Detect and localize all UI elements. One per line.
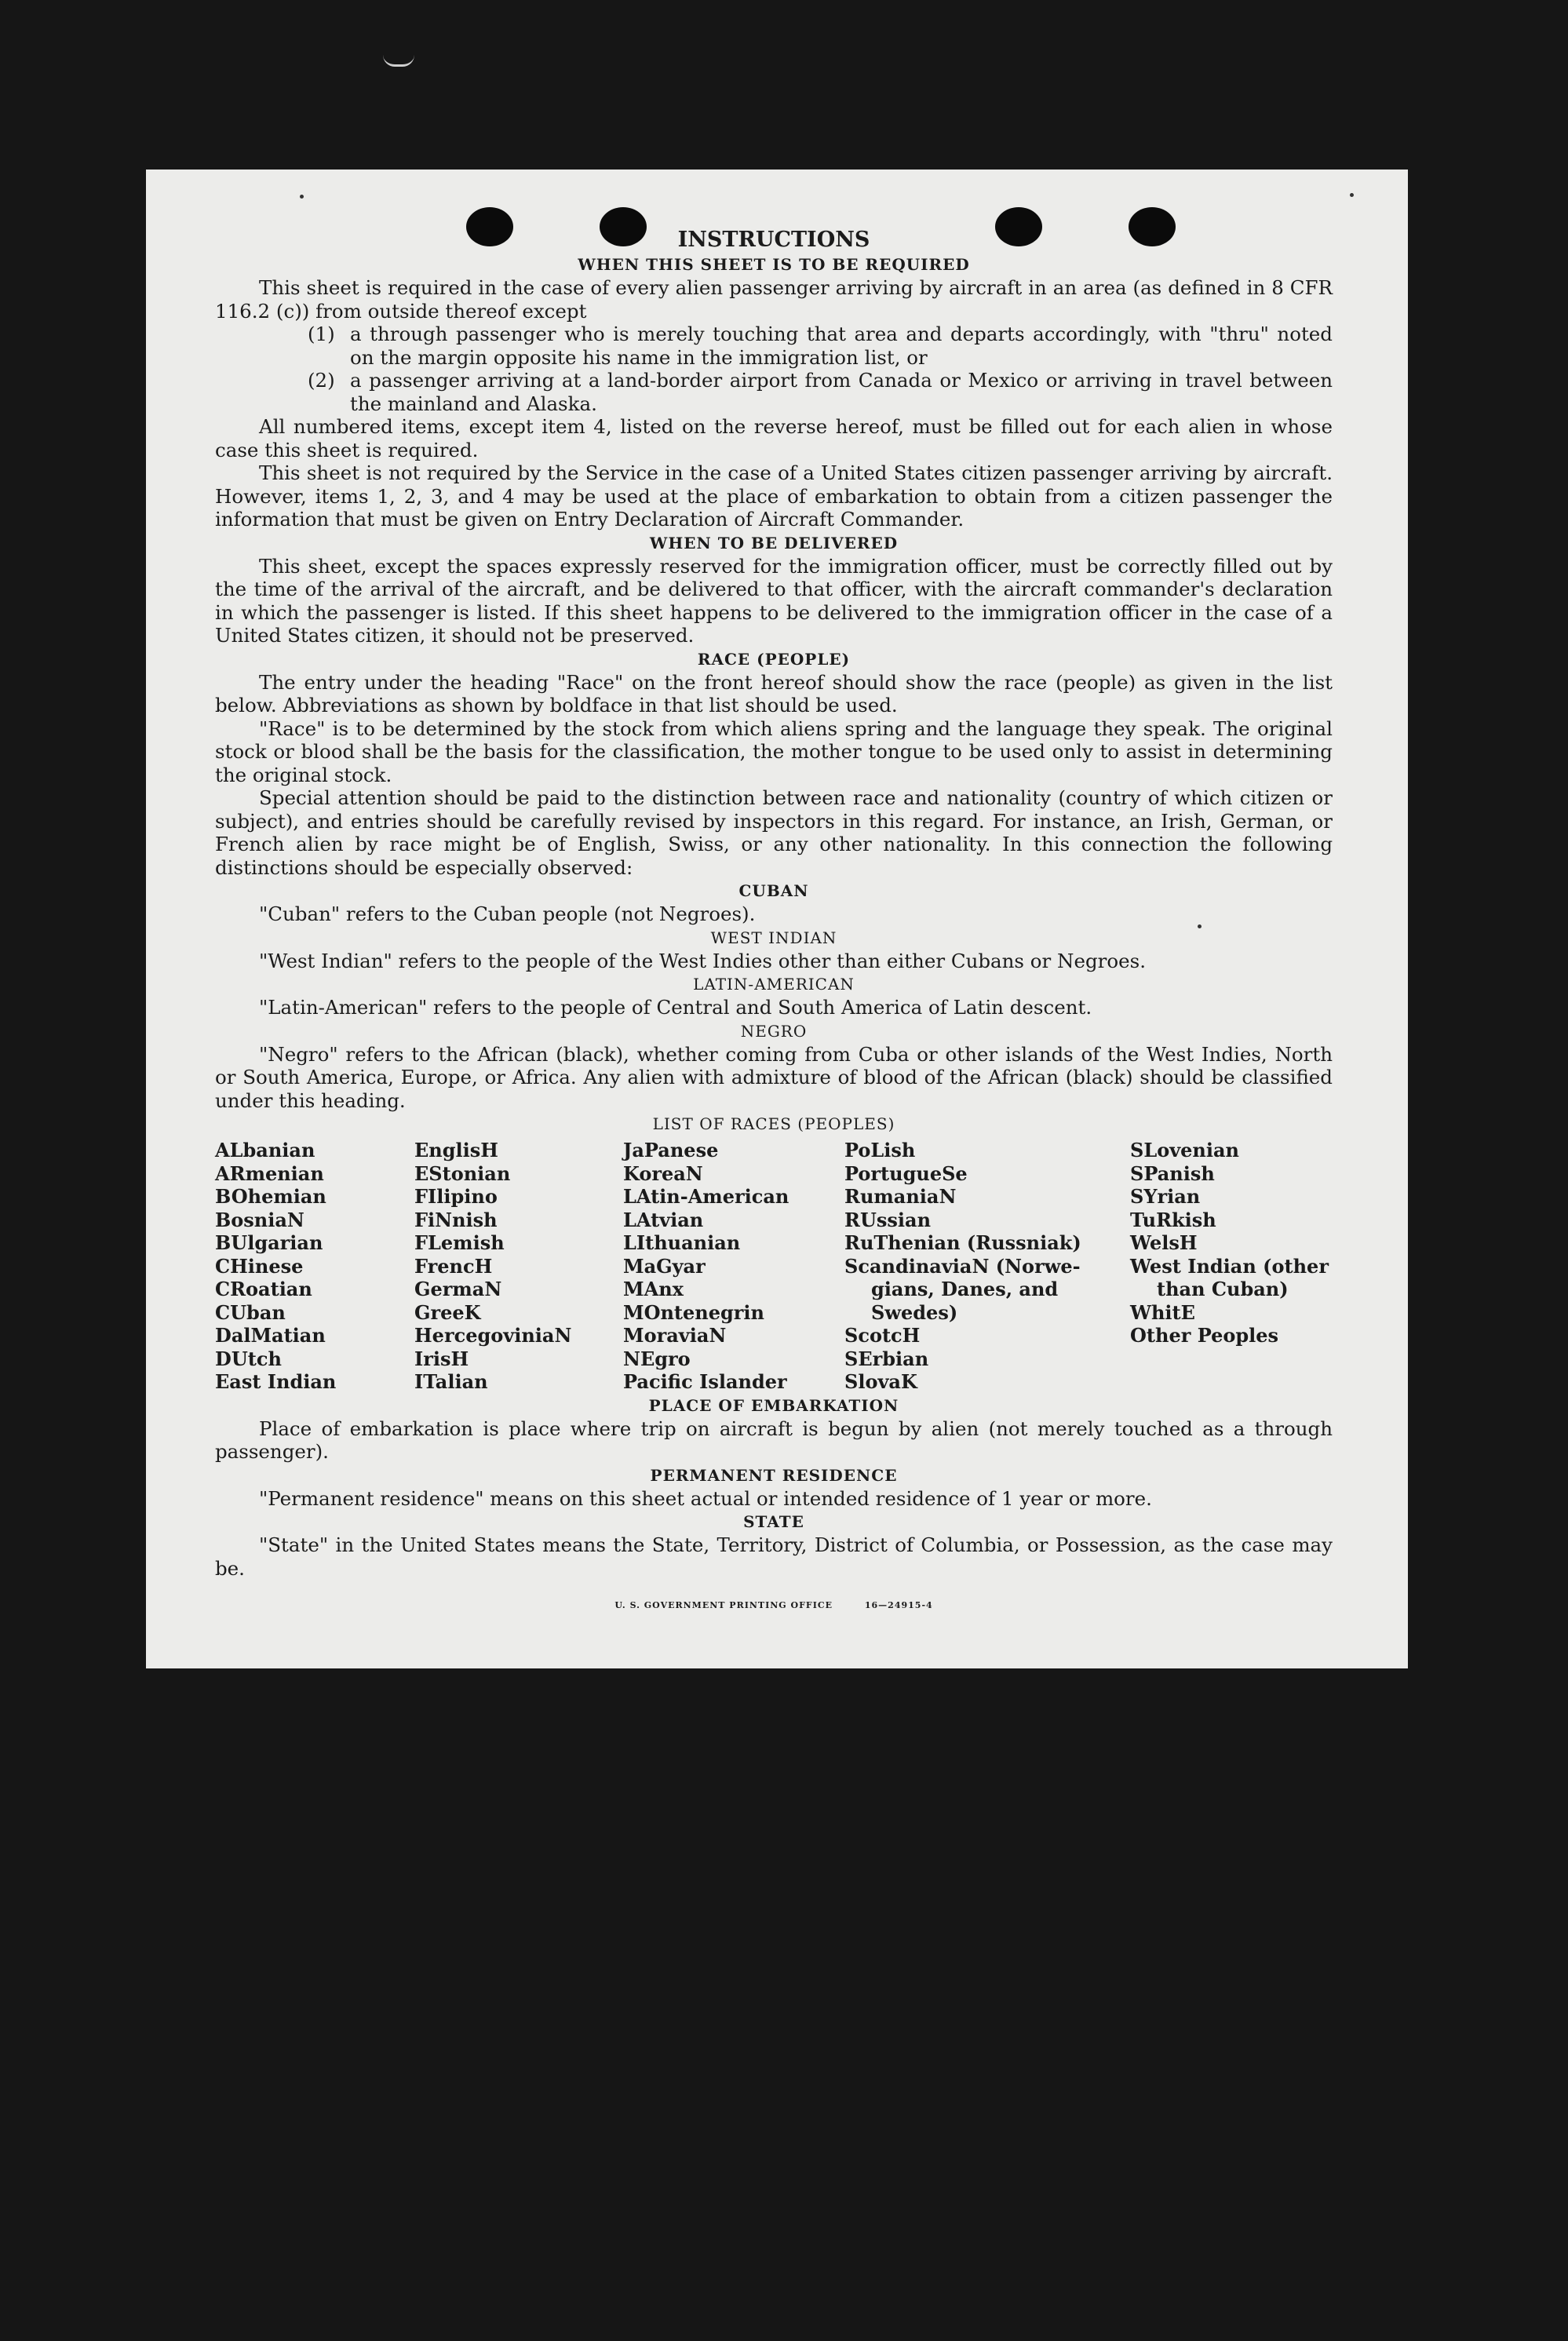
race-entry: PortugueSe bbox=[844, 1161, 968, 1185]
race-entry: DalMatian bbox=[215, 1324, 326, 1347]
race-entry: FiNnish bbox=[414, 1208, 498, 1231]
page-title: INSTRUCTIONS bbox=[677, 228, 870, 252]
heading-negro: NEGRO bbox=[740, 1021, 808, 1041]
races-column-5 bbox=[1130, 1139, 1329, 1394]
race-entry-continued: than Cuban) bbox=[1157, 1278, 1289, 1300]
race-entry: BosniaN bbox=[215, 1208, 304, 1231]
race-entry: Pacific Islander bbox=[623, 1370, 787, 1393]
residence-text: "Permanent residence" means on this sheet actual or intended residence of 1 year or more. bbox=[259, 1486, 1152, 1510]
negro-text: "Negro" refers to the African (black), whether coming from Cuba or other islands of the West Indies, North or South America, Europe, or Africa. Any alien with admixture of blood of the African (black) should be classified under this heading. bbox=[215, 1042, 1333, 1112]
race-entry: ARmenian bbox=[215, 1161, 324, 1185]
item-text: a passenger arriving at a land-border airport from Canada or Mexico or arriving in travel between the mainland and Alaska. bbox=[350, 369, 1333, 415]
race-entry: ALbanian bbox=[215, 1139, 315, 1161]
race-entry: MAnx bbox=[623, 1278, 684, 1300]
race-entry: BOhemian bbox=[215, 1185, 326, 1208]
races-column-3 bbox=[623, 1139, 844, 1394]
race-entry: West Indian (other bbox=[1130, 1254, 1329, 1278]
exception-item-2 bbox=[215, 369, 1333, 415]
punch-hole bbox=[600, 207, 647, 246]
race-entry: RuThenian (Russniak) bbox=[844, 1231, 1081, 1254]
race-entry: MOntenegrin bbox=[623, 1300, 764, 1324]
heading-residence: PERMANENT RESIDENCE bbox=[650, 1465, 898, 1485]
race-entry: SlovaK bbox=[844, 1370, 917, 1393]
race-para-2: "Race" is to be determined by the stock from which aliens spring and the language they speak. The original stock or blood shall be the basis for the classification, the mother tongue to be used only to assist in determining the original stock. bbox=[215, 717, 1333, 786]
race-entry: SYrian bbox=[1130, 1185, 1201, 1208]
race-entry: CUban bbox=[215, 1300, 286, 1324]
race-entry: ITalian bbox=[414, 1370, 488, 1393]
item-number: (2) bbox=[308, 369, 335, 392]
race-entry: SPanish bbox=[1130, 1161, 1215, 1185]
race-entry: CHinese bbox=[215, 1254, 304, 1278]
race-entry: RumaniaN bbox=[844, 1185, 957, 1208]
state-text: "State" in the United States means the State, Territory, District of Columbia, or Possession, as the case may be. bbox=[215, 1533, 1333, 1580]
latin-american-text: "Latin-American" refers to the people of Central and South America of Latin descent. bbox=[259, 996, 1092, 1019]
race-entry: EnglisH bbox=[414, 1139, 498, 1161]
speck bbox=[1350, 193, 1354, 197]
speck bbox=[300, 195, 304, 199]
cuban-text: "Cuban" refers to the Cuban people (not Negroes). bbox=[259, 902, 756, 925]
race-entry: WhitE bbox=[1130, 1300, 1195, 1324]
race-entry: KoreaN bbox=[623, 1161, 703, 1185]
punch-hole bbox=[1129, 207, 1176, 246]
heading-race: RACE (PEOPLE) bbox=[697, 649, 851, 669]
required-para-3: This sheet is not required by the Service in the case of a United States citizen passenger arriving by aircraft. However, items 1, 2, 3, and 4 may be used at the place of embarkation to obtain from a citizen passenger the information that must be given on Entry Declaration of Aircraft Commander. bbox=[215, 461, 1333, 531]
exception-item-1 bbox=[215, 323, 1333, 369]
required-para-1: This sheet is required in the case of every alien passenger arriving by aircraft in an area (as defined in 8 CFR 116.2 (c)) from outside thereof except bbox=[215, 276, 1333, 323]
delivered-para: This sheet, except the spaces expressly reserved for the immigration officer, must be correctly filled out by the time of the arrival of the aircraft, and be delivered to that officer, with the aircraft commander's declaration in which the passenger is listed. If this sheet happens to be delivered to the immigration officer in the case of a United States citizen, it should not be preserved. bbox=[215, 554, 1333, 647]
heading-delivered: WHEN TO BE DELIVERED bbox=[649, 533, 899, 552]
races-column-1 bbox=[215, 1139, 414, 1394]
race-entry-continued: gians, Danes, and bbox=[871, 1278, 1059, 1300]
race-entry: DUtch bbox=[215, 1347, 282, 1370]
race-entry: GreeK bbox=[414, 1300, 481, 1324]
race-entry: CRoatian bbox=[215, 1278, 312, 1300]
heading-state: STATE bbox=[743, 1512, 804, 1531]
races-column-2 bbox=[414, 1139, 623, 1394]
race-entry: FIlipino bbox=[414, 1185, 498, 1208]
race-entry: BUlgarian bbox=[215, 1231, 323, 1254]
race-entry: JaPanese bbox=[623, 1139, 719, 1161]
race-entry: ScandinaviaN (Norwe- bbox=[844, 1254, 1081, 1278]
race-entry: MaGyar bbox=[623, 1254, 706, 1278]
race-entry-continued: Swedes) bbox=[871, 1300, 958, 1324]
punch-hole bbox=[466, 207, 513, 246]
heading-required: WHEN THIS SHEET IS TO BE REQUIRED bbox=[578, 255, 970, 274]
printer-name: U. S. GOVERNMENT PRINTING OFFICE bbox=[614, 1600, 833, 1610]
race-entry: MoraviaN bbox=[623, 1324, 727, 1347]
race-entry: PoLish bbox=[844, 1139, 916, 1161]
west-indian-text: "West Indian" refers to the people of the West Indies other than either Cubans or Negroes. bbox=[259, 949, 1146, 972]
race-entry: WelsH bbox=[1130, 1231, 1198, 1254]
race-para-3: Special attention should be paid to the distinction between race and nationality (country of which citizen or subject), and entries should be carefully revised by inspectors in this regard. For instance, an Irish, German, or French alien by race might be of English, Swiss, or any other nationality. In this connection the following distinctions should be especially observed: bbox=[215, 786, 1333, 879]
heading-list-of-races: LIST OF RACES (PEOPLES) bbox=[652, 1114, 895, 1133]
embarkation-text: Place of embarkation is place where trip on aircraft is begun by alien (not merely touched as a through passenger). bbox=[215, 1417, 1333, 1463]
race-entry: LAtvian bbox=[623, 1208, 704, 1231]
race-entry: NEgro bbox=[623, 1347, 691, 1370]
speck bbox=[1198, 924, 1202, 928]
race-entry: East Indian bbox=[215, 1370, 337, 1393]
film-mark bbox=[383, 55, 414, 67]
item-text: a through passenger who is merely touching that area and departs accordingly, with "thru" noted on the margin opposite his name in the immigration list, or bbox=[350, 323, 1333, 369]
form-code: 16—24915-4 bbox=[864, 1600, 933, 1610]
races-column-4 bbox=[844, 1139, 1130, 1394]
race-entry: FLemish bbox=[414, 1231, 505, 1254]
punch-hole bbox=[995, 207, 1042, 246]
instruction-sheet bbox=[146, 170, 1408, 1668]
race-entry: SLovenian bbox=[1130, 1139, 1239, 1161]
race-entry: HercegoviniaN bbox=[414, 1324, 572, 1347]
race-entry: LAtin-American bbox=[623, 1185, 789, 1208]
heading-embarkation: PLACE OF EMBARKATION bbox=[648, 1395, 899, 1415]
heading-west-indian: WEST INDIAN bbox=[710, 928, 837, 947]
heading-cuban: CUBAN bbox=[738, 881, 809, 900]
heading-latin-american: LATIN-AMERICAN bbox=[693, 975, 855, 994]
race-entry: EStonian bbox=[414, 1161, 511, 1185]
item-number: (1) bbox=[308, 323, 335, 345]
race-entry: FrencH bbox=[414, 1254, 493, 1278]
race-entry: RUssian bbox=[844, 1208, 932, 1231]
race-entry: Other Peoples bbox=[1130, 1324, 1279, 1347]
race-entry: GermaN bbox=[414, 1278, 502, 1300]
race-para-1: The entry under the heading "Race" on the front hereof should show the race (people) as given in the list below. Abbreviations as shown by boldface in that list should be used. bbox=[215, 670, 1333, 717]
printer-imprint bbox=[215, 1594, 1333, 1617]
race-entry: ScotcH bbox=[844, 1324, 921, 1347]
races-table bbox=[215, 1139, 1333, 1394]
race-entry: SErbian bbox=[844, 1347, 929, 1370]
race-entry: IrisH bbox=[414, 1347, 469, 1370]
race-entry: TuRkish bbox=[1130, 1208, 1216, 1231]
race-entry: LIthuanian bbox=[623, 1231, 741, 1254]
required-para-2: All numbered items, except item 4, listed on the reverse hereof, must be filled out for each alien in whose case this sheet is required. bbox=[215, 415, 1333, 461]
